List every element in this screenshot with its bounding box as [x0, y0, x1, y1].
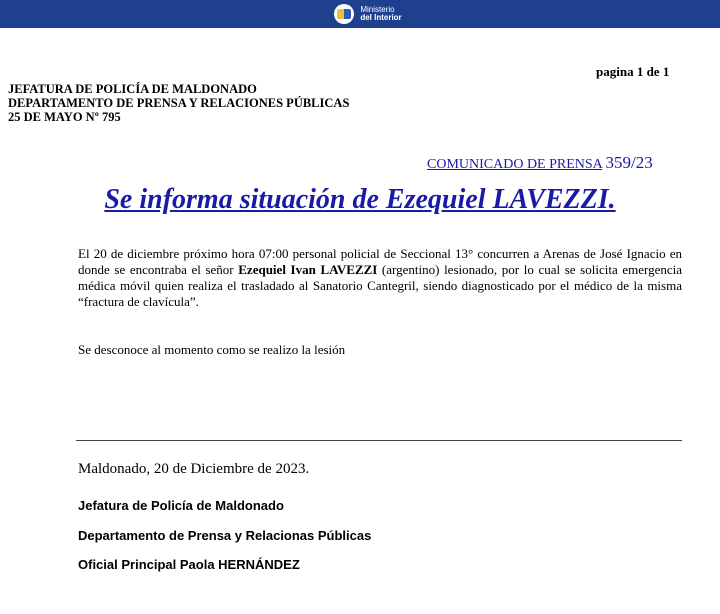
- communique-number: 359/23: [605, 153, 653, 172]
- letterhead-line3: 25 DE MAYO Nº 795: [8, 110, 121, 124]
- note-paragraph: Se desconoce al momento como se realizo la lesión: [78, 342, 346, 357]
- signature-line3: Oficial Principal Paola HERNÁNDEZ: [78, 557, 300, 572]
- body-text-part2: (argentino) lesionado, por lo cual se solicita emergencia médica móvil quien realiza el trasladado al Sanatorio Cantegril, siendo diagnosticado por el médico de la misma “fractura de clavícula”.: [78, 262, 682, 309]
- ministry-name: [360, 6, 401, 22]
- communique-label: COMUNICADO DE PRENSA: [427, 157, 603, 172]
- ministry-name-line2: del Interior: [360, 13, 402, 22]
- body-paragraph: [78, 246, 682, 310]
- letterhead: [8, 82, 349, 124]
- body-text-part1: El 20 de diciembre próximo hora 07:00 personal policial de Seccional 13° concurren a Arenas de José Ignacio en donde se encontraba el señor: [78, 246, 682, 277]
- divider: [76, 440, 682, 441]
- letterhead-line1: JEFATURA DE POLICÍA DE MALDONADO: [8, 82, 257, 96]
- body-person-name: Ezequiel Ivan LAVEZZI: [238, 262, 378, 277]
- letterhead-line2: DEPARTAMENTO DE PRENSA Y RELACIONES PÚBLICAS: [8, 96, 350, 110]
- signature-line2: Departamento de Prensa y Relacionas Públicas: [78, 528, 372, 543]
- ministry-banner: [0, 0, 720, 28]
- date-line: Maldonado, 20 de Diciembre de 2023.: [78, 461, 310, 477]
- document-title: Se informa situación de Ezequiel LAVEZZI.: [104, 184, 616, 215]
- ministry-name-line1: Ministerio: [360, 5, 395, 14]
- communique-heading: [427, 153, 653, 173]
- page-indicator: pagina 1 de 1: [596, 64, 670, 79]
- signature-line1: Jefatura de Policía de Maldonado: [78, 498, 284, 513]
- coat-of-arms-icon: [334, 4, 354, 24]
- ministry-logo: [334, 4, 401, 24]
